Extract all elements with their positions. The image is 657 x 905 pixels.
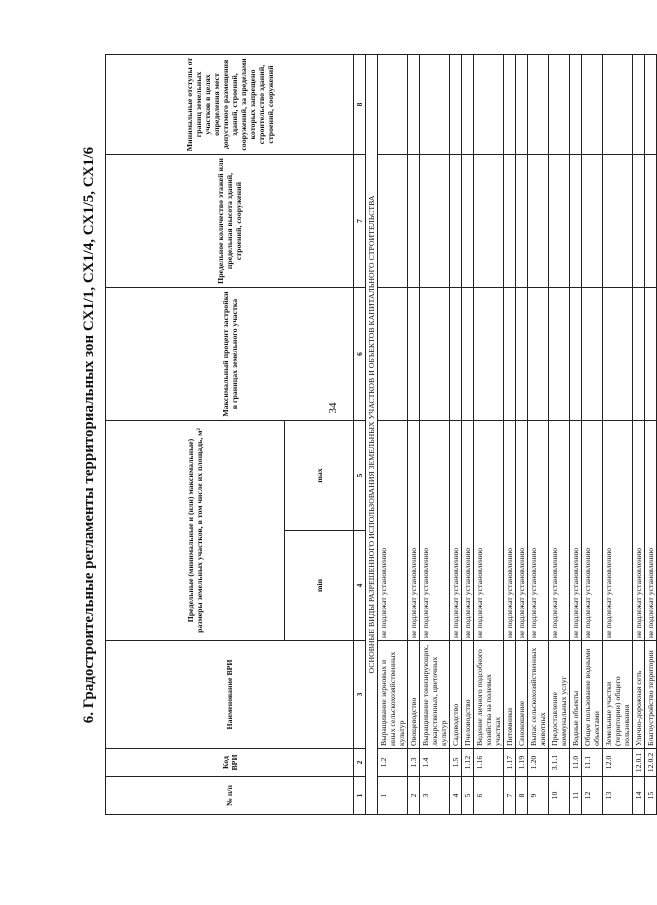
row-number: 4 <box>450 777 462 815</box>
area-limits: не подлежат установлению <box>528 420 549 640</box>
column-number: 2 <box>354 749 366 777</box>
vri-code: 1.20 <box>528 749 549 777</box>
empty-cell <box>408 154 420 287</box>
empty-cell <box>474 287 504 420</box>
empty-cell <box>528 54 549 154</box>
row-number: 15 <box>645 777 657 815</box>
header-name: Наименование ВРИ <box>106 641 354 749</box>
empty-cell <box>582 154 603 287</box>
column-number: 8 <box>354 54 366 154</box>
area-limits: не подлежат установлению <box>645 420 657 640</box>
empty-cell <box>528 154 549 287</box>
table-row <box>582 54 603 814</box>
vri-name: Предоставление коммунальных услуг <box>549 641 570 749</box>
empty-cell <box>408 54 420 154</box>
empty-cell <box>549 287 570 420</box>
vri-name: Выпас сельскохозяйственных животных <box>528 641 549 749</box>
vri-code: 3.1.1 <box>549 749 570 777</box>
row-number: 6 <box>474 777 504 815</box>
header-area: Предельные (минимальные и (или) максимальные) размеры земельных участков, в том числе их площадь, м² <box>106 420 285 640</box>
table-row <box>378 54 408 814</box>
empty-cell <box>633 54 645 154</box>
row-number: 9 <box>528 777 549 815</box>
empty-cell <box>504 54 516 154</box>
vri-code: 12.0.2 <box>645 749 657 777</box>
area-limits: не подлежат установлению <box>462 420 474 640</box>
area-limits: не подлежат установлению <box>420 420 450 640</box>
table-row <box>504 54 516 814</box>
area-limits: не подлежат установлению <box>504 420 516 640</box>
vri-code: 12.0 <box>603 749 633 777</box>
empty-cell <box>504 154 516 287</box>
vri-name: Водные объекты <box>570 641 582 749</box>
header-coverage: Максимальный процент застройки в границах земельного участка <box>106 287 354 420</box>
section-row <box>366 54 378 814</box>
vri-name: Выращивание тонизирующих, лекарственных, цветочных культур <box>420 641 450 749</box>
row-number: 14 <box>633 777 645 815</box>
table-body <box>366 54 657 814</box>
table-row <box>549 54 570 814</box>
empty-cell <box>378 287 408 420</box>
vri-name: Благоустройство территории <box>645 641 657 749</box>
row-number: 1 <box>378 777 408 815</box>
row-number: 3 <box>420 777 450 815</box>
rotated-page-content <box>77 55 655 815</box>
empty-cell <box>582 287 603 420</box>
empty-cell <box>603 287 633 420</box>
column-number: 3 <box>354 641 366 749</box>
table-row <box>462 54 474 814</box>
area-limits: не подлежат установлению <box>408 420 420 640</box>
area-limits: не подлежат установлению <box>378 420 408 640</box>
column-number: 6 <box>354 287 366 420</box>
empty-cell <box>528 287 549 420</box>
table-row <box>420 54 450 814</box>
vri-code: 1.5 <box>450 749 462 777</box>
column-number: 4 <box>354 531 366 641</box>
row-number: 8 <box>516 777 528 815</box>
empty-cell <box>420 287 450 420</box>
column-number: 5 <box>354 420 366 530</box>
table-row <box>474 54 504 814</box>
header-area-max: max <box>285 420 354 530</box>
empty-cell <box>462 154 474 287</box>
row-number: 12 <box>582 777 603 815</box>
document-title: 6. Градостроительные регламенты территориальных зон СХ1/1, СХ1/4, СХ1/5, СХ1/6 <box>81 146 97 724</box>
vri-name: Сенокошение <box>516 641 528 749</box>
empty-cell <box>570 287 582 420</box>
vri-code: 1.4 <box>420 749 450 777</box>
vri-code: 11.1 <box>582 749 603 777</box>
row-number: 11 <box>570 777 582 815</box>
empty-cell <box>516 154 528 287</box>
empty-cell <box>420 54 450 154</box>
regulations-table <box>105 54 657 815</box>
vri-code: 1.19 <box>516 749 528 777</box>
vri-name: Питомники <box>504 641 516 749</box>
row-number: 7 <box>504 777 516 815</box>
vri-code: 11.0 <box>570 749 582 777</box>
empty-cell <box>516 287 528 420</box>
empty-cell <box>582 54 603 154</box>
empty-cell <box>450 154 462 287</box>
empty-cell <box>603 54 633 154</box>
row-number: 2 <box>408 777 420 815</box>
table-row <box>408 54 420 814</box>
table-row <box>645 54 657 814</box>
row-number: 13 <box>603 777 633 815</box>
table-row <box>450 54 462 814</box>
vri-code: 1.12 <box>462 749 474 777</box>
table-row <box>633 54 645 814</box>
vri-name: Ведение личного подсобного хозяйства на полевых участках <box>474 641 504 749</box>
vri-name: Овощеводство <box>408 641 420 749</box>
area-limits: не подлежат установлению <box>633 420 645 640</box>
row-number: 10 <box>549 777 570 815</box>
table-row <box>570 54 582 814</box>
vri-name: Общее пользование водными объектами <box>582 641 603 749</box>
empty-cell <box>633 287 645 420</box>
area-limits: не подлежат установлению <box>582 420 603 640</box>
header-num: № п/п <box>106 777 354 815</box>
vri-name: Земельные участки (территории) общего пользования <box>603 641 633 749</box>
empty-cell <box>378 54 408 154</box>
empty-cell <box>462 287 474 420</box>
empty-cell <box>645 54 657 154</box>
vri-code: 1.2 <box>378 749 408 777</box>
empty-cell <box>549 54 570 154</box>
row-number: 5 <box>462 777 474 815</box>
empty-cell <box>462 54 474 154</box>
table-row <box>516 54 528 814</box>
empty-cell <box>450 287 462 420</box>
vri-name: Садоводство <box>450 641 462 749</box>
vri-name: Пчеловодство <box>462 641 474 749</box>
column-number: 1 <box>354 777 366 815</box>
page-number: 34 <box>327 402 339 414</box>
vri-code: 1.16 <box>474 749 504 777</box>
area-limits: не подлежат установлению <box>570 420 582 640</box>
header-setbacks: Минимальные отступы от границ земельных участков в целях определения мест допустимого размещения зданий, строений, сооружений, за пределами которых запрещено строительство зданий, строений, сооружений <box>106 54 354 154</box>
empty-cell <box>378 154 408 287</box>
header-area-min: min <box>285 531 354 641</box>
empty-cell <box>420 154 450 287</box>
empty-cell <box>474 154 504 287</box>
vri-name: Выращивание зерновых и иных сельскохозяйственных культур <box>378 641 408 749</box>
empty-cell <box>645 154 657 287</box>
header-code: Код ВРИ <box>106 749 354 777</box>
area-limits: не подлежат установлению <box>474 420 504 640</box>
table-row <box>528 54 549 814</box>
area-limits: не подлежат установлению <box>450 420 462 640</box>
empty-cell <box>474 54 504 154</box>
empty-cell <box>645 287 657 420</box>
area-limits: не подлежат установлению <box>516 420 528 640</box>
empty-cell <box>516 54 528 154</box>
column-number: 7 <box>354 154 366 287</box>
table-row <box>603 54 633 814</box>
empty-cell <box>450 54 462 154</box>
area-limits: не подлежат установлению <box>549 420 570 640</box>
empty-cell <box>504 287 516 420</box>
vri-code: 1.3 <box>408 749 420 777</box>
column-numbers-row <box>354 54 366 814</box>
empty-cell <box>570 154 582 287</box>
empty-cell <box>603 154 633 287</box>
empty-cell <box>408 287 420 420</box>
vri-name: Улично-дорожная сеть <box>633 641 645 749</box>
header-floors: Предельное количество этажей или предельная высота зданий, строений, сооружений <box>106 154 354 287</box>
area-limits: не подлежат установлению <box>603 420 633 640</box>
vri-code: 1.17 <box>504 749 516 777</box>
empty-cell <box>570 54 582 154</box>
empty-cell <box>549 154 570 287</box>
vri-code: 12.0.1 <box>633 749 645 777</box>
empty-cell <box>633 154 645 287</box>
section-title: ОСНОВНЫЕ ВИДЫ РАЗРЕШЕННОГО ИСПОЛЬЗОВАНИЯ ЗЕМЕЛЬНЫХ УЧАСТКОВ И ОБЪЕКТОВ КАПИТАЛЬНОГО СТРОИТЕЛЬСТВА <box>366 54 378 814</box>
